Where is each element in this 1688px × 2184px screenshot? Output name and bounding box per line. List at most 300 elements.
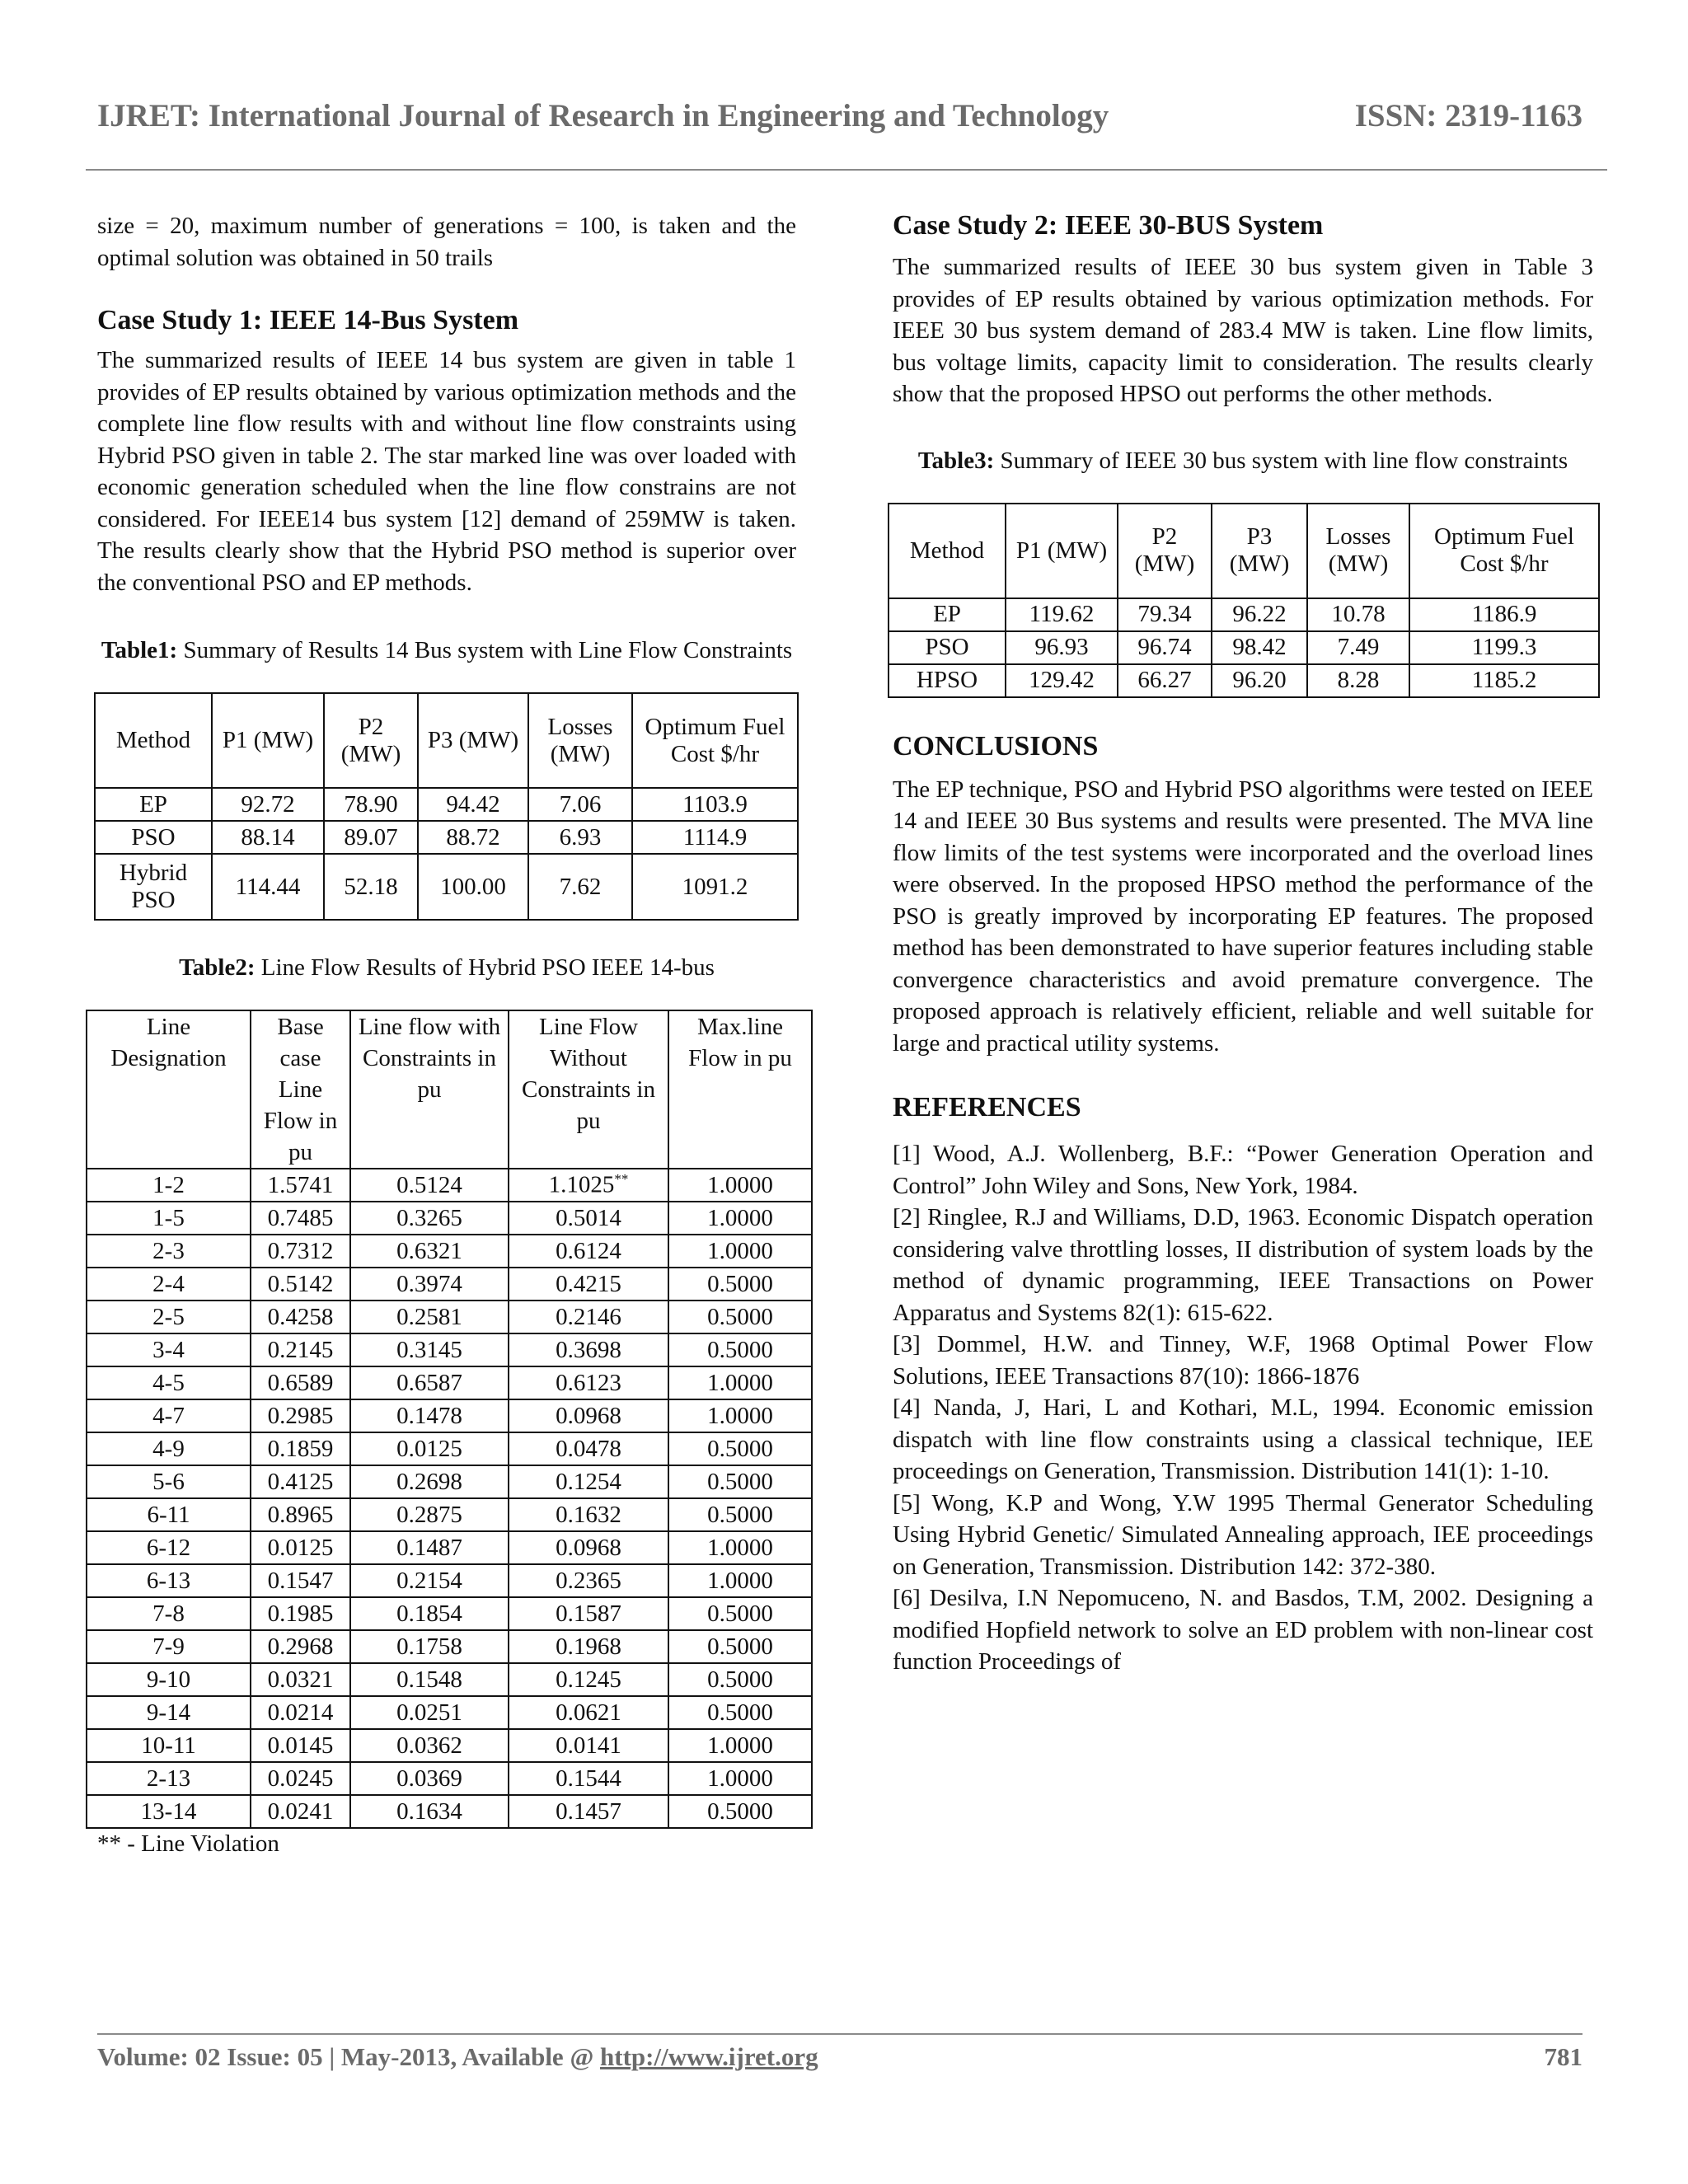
table-cell-value: 0.0362 — [396, 1732, 462, 1759]
table3-header-cell: P3 (MW) — [1212, 504, 1307, 598]
table-cell: 1185.2 — [1409, 664, 1599, 697]
table-cell — [509, 1663, 668, 1696]
table-cell-value: 0.0369 — [396, 1765, 462, 1792]
table1-header-cell: P1 (MW) — [212, 693, 324, 788]
table-cell: 8.28 — [1307, 664, 1409, 697]
table-cell — [251, 1498, 350, 1531]
table-row — [87, 1202, 812, 1235]
table-row — [87, 1366, 812, 1399]
table2-body — [87, 1169, 812, 1828]
table-cell — [251, 1696, 350, 1729]
table-cell-value: 3-4 — [152, 1336, 185, 1363]
table-cell-value: 0.6589 — [267, 1369, 334, 1396]
table-cell-value: 0.7485 — [267, 1204, 334, 1231]
conclusions-paragraph: The EP technique, PSO and Hybrid PSO algorithms were tested on IEEE 14 and IEEE 30 Bus systems and results were presented. The MVA line flow limits of the test systems were incorporated and the overload lines were observed. In the proposed HPSO method the performance of the PSO is greatly improved by incorporating EP features. The proposed method has been demonstrated to have superior features including stable convergence characteristics and avoid premature convergence. The proposed approach is relatively efficient, reliable and well suitable for large and practical utility systems. — [893, 776, 1593, 1057]
table-cell-value: 0.6587 — [396, 1369, 462, 1396]
table-row — [87, 1630, 812, 1663]
table-cell — [509, 1202, 668, 1235]
table-cell — [87, 1498, 251, 1531]
table-cell-value: 0.5000 — [707, 1633, 773, 1660]
table-cell-value: 0.0241 — [267, 1797, 334, 1825]
table-cell-value: 0.1632 — [556, 1501, 621, 1528]
table-cell — [87, 1202, 251, 1235]
table-cell — [668, 1465, 812, 1498]
table-cell-value: 0.3698 — [556, 1336, 621, 1363]
table-cell-value: 1.0000 — [707, 1204, 773, 1231]
table-cell-value: 6-11 — [147, 1501, 190, 1528]
table-cell — [668, 1564, 812, 1597]
table-cell: 96.74 — [1118, 631, 1212, 664]
issn: ISSN: 2319-1163 — [1354, 98, 1582, 134]
table-cell-value: 6-13 — [146, 1567, 191, 1594]
table-cell-value: 0.1245 — [556, 1666, 621, 1693]
table3-header-cell: Losses (MW) — [1307, 504, 1409, 598]
table-cell — [251, 1366, 350, 1399]
table-cell-value: 1-2 — [152, 1171, 185, 1198]
table1-header-cell: Method — [95, 693, 212, 788]
table-cell — [350, 1597, 509, 1630]
table-row — [87, 1333, 812, 1366]
table-cell-value: 1.0000 — [707, 1567, 773, 1594]
table-cell-value: 0.1968 — [556, 1633, 621, 1660]
table-cell — [509, 1630, 668, 1663]
table-cell — [251, 1399, 350, 1432]
table-row — [889, 598, 1599, 631]
table-cell-value: 0.3974 — [396, 1270, 462, 1297]
table-cell — [668, 1630, 812, 1663]
table-cell-value: 0.2968 — [267, 1633, 334, 1660]
table-cell — [509, 1597, 668, 1630]
table-row — [87, 1169, 812, 1202]
table-cell-value: 0.2581 — [396, 1303, 462, 1330]
table-cell — [668, 1729, 812, 1762]
footer-volume-text: Volume: 02 Issue: 05 | May-2013, Available @ — [97, 2042, 601, 2071]
table-cell — [251, 1564, 350, 1597]
table-cell-value: 0.0125 — [267, 1534, 334, 1561]
table-row — [889, 664, 1599, 697]
table-cell — [350, 1202, 509, 1235]
table-cell-value: 7-8 — [152, 1600, 185, 1627]
table-cell: EP — [95, 788, 212, 821]
table-row — [87, 1663, 812, 1696]
table-cell-value: 0.2985 — [267, 1402, 334, 1429]
table-cell-value: 13-14 — [140, 1797, 197, 1825]
table-cell-value: 0.1547 — [267, 1567, 334, 1594]
table-cell — [350, 1432, 509, 1465]
table-cell — [251, 1729, 350, 1762]
table-cell-value: 1.0000 — [707, 1732, 773, 1759]
table-cell — [509, 1301, 668, 1333]
table-cell-value: 0.2145 — [267, 1336, 334, 1363]
header-divider — [86, 169, 1607, 171]
table-cell: 52.18 — [324, 854, 418, 920]
table-cell-value: 0.1478 — [396, 1402, 462, 1429]
table3-caption-text: Summary of IEEE 30 bus system with line flow constraints — [1000, 447, 1568, 474]
table-cell — [668, 1531, 812, 1564]
intro-paragraph: size = 20, maximum number of generations = 100, is taken and the optimal solution was obtained in 50 trails — [97, 213, 796, 271]
table-cell — [509, 1399, 668, 1432]
table-cell — [668, 1202, 812, 1235]
journal-title: IJRET: International Journal of Research in Engineering and Technology — [97, 98, 1109, 134]
table-cell: PSO — [95, 821, 212, 854]
table-cell-value: 0.0478 — [556, 1435, 621, 1462]
table-cell — [87, 1729, 251, 1762]
table1-header-cell: Optimum Fuel Cost $/hr — [632, 693, 798, 788]
table-cell-value: 0.2698 — [396, 1468, 462, 1495]
table1-caption-label: Table1: — [101, 637, 178, 663]
table-cell — [87, 1169, 251, 1202]
table1-header-cell: Losses (MW) — [528, 693, 632, 788]
table2-caption — [97, 952, 796, 983]
table-cell-value: 0.5000 — [707, 1435, 773, 1462]
table-row — [87, 1531, 812, 1564]
table-cell-value: 1.0000 — [707, 1237, 773, 1264]
table-cell-value: 1.1025 — [548, 1171, 615, 1198]
table-row — [87, 1301, 812, 1333]
table1 — [94, 692, 799, 921]
table-cell-value: 0.0321 — [267, 1666, 334, 1693]
table-cell — [87, 1465, 251, 1498]
table-cell: HPSO — [889, 664, 1006, 697]
table-cell — [509, 1762, 668, 1795]
table-row — [87, 1268, 812, 1301]
table-row — [87, 1696, 812, 1729]
table-cell — [668, 1795, 812, 1828]
table-cell-value: 2-5 — [152, 1303, 185, 1330]
footer-volume — [97, 2042, 818, 2072]
table2-header-cell: Base case Line Flow in pu — [251, 1010, 350, 1169]
table-cell — [350, 1366, 509, 1399]
table-cell-value: 0.5000 — [707, 1468, 773, 1495]
table-cell — [509, 1169, 668, 1202]
reference-item: [1] Wood, A.J. Wollenberg, B.F.: “Power Generation Operation and Control” John Wiley and Sons, New York, 1984. — [893, 1141, 1593, 1199]
table2-header-cell: Max.line Flow in pu — [668, 1010, 812, 1169]
table-cell-value: 0.5000 — [707, 1270, 773, 1297]
table-cell-value: 0.1487 — [396, 1534, 462, 1561]
table-cell-value: 0.0968 — [556, 1534, 621, 1561]
table-cell — [509, 1465, 668, 1498]
table-cell — [251, 1301, 350, 1333]
right-column — [893, 210, 1593, 1678]
table-row — [87, 1762, 812, 1795]
table-cell-value: 0.1457 — [556, 1797, 621, 1825]
table-cell-value: 0.4215 — [556, 1270, 621, 1297]
table-cell-value: 0.1548 — [396, 1666, 462, 1693]
table-cell — [668, 1399, 812, 1432]
table-cell — [668, 1762, 812, 1795]
table-cell — [251, 1202, 350, 1235]
table-cell-value: 0.4258 — [267, 1303, 334, 1330]
case2-paragraph: The summarized results of IEEE 30 bus system given in Table 3 provides of EP results obtained by various optimization methods. For IEEE 30 bus system demand of 283.4 MW is taken. Line flow limits, bus voltage limits, capacity limit to consideration. The results clearly show that the proposed HPSO out performs the other methods. — [893, 254, 1593, 407]
table2-caption-text: Line Flow Results of Hybrid PSO IEEE 14-bus — [260, 954, 715, 981]
table-cell: 1114.9 — [632, 821, 798, 854]
table-cell-value: 0.0214 — [267, 1699, 334, 1726]
table-cell — [668, 1432, 812, 1465]
table-cell — [87, 1301, 251, 1333]
footer-divider — [97, 2033, 1582, 2035]
table2-header-cell: Line flow with Constraints in pu — [350, 1010, 509, 1169]
table-cell — [87, 1366, 251, 1399]
reference-item: [2] Ringlee, R.J and Williams, D.D, 1963. Economic Dispatch operation considering valve throttling losses, II distribution of system loads by the method of dynamic programming, IEEE Transactions on Power Apparatus and Systems 82(1): 615-622. — [893, 1204, 1593, 1326]
table-cell — [87, 1696, 251, 1729]
table-cell — [251, 1663, 350, 1696]
table-cell-value: 2-4 — [152, 1270, 185, 1297]
table-cell — [509, 1333, 668, 1366]
table-row — [87, 1564, 812, 1597]
table-cell — [251, 1795, 350, 1828]
table-row — [87, 1432, 812, 1465]
table3 — [888, 503, 1600, 698]
table-row — [95, 821, 798, 854]
table-cell — [668, 1696, 812, 1729]
table-cell — [509, 1268, 668, 1301]
table-cell: 1186.9 — [1409, 598, 1599, 631]
table-cell-value: 0.1854 — [396, 1600, 462, 1627]
table-cell — [251, 1169, 350, 1202]
reference-item: [3] Dommel, H.W. and Tinney, W.F, 1968 Optimal Power Flow Solutions, IEEE Transactions 87(10): 1866-1876 — [893, 1331, 1593, 1390]
table-cell-value: 0.5000 — [707, 1699, 773, 1726]
table-cell-value: 0.2154 — [396, 1567, 462, 1594]
table1-header-row — [95, 693, 798, 788]
table-cell — [350, 1696, 509, 1729]
table-cell — [350, 1663, 509, 1696]
table1-header-cell: P3 (MW) — [418, 693, 528, 788]
table-row — [95, 854, 798, 920]
table3-header-cell: Optimum Fuel Cost $/hr — [1409, 504, 1599, 598]
table2-header-row — [87, 1010, 812, 1169]
table-cell — [87, 1795, 251, 1828]
table-cell — [350, 1630, 509, 1663]
table-cell: 94.42 — [418, 788, 528, 821]
table-cell: 96.93 — [1006, 631, 1118, 664]
table-cell-value: 0.6124 — [556, 1237, 621, 1264]
table-cell — [350, 1235, 509, 1268]
table-cell-value: 1.0000 — [707, 1765, 773, 1792]
table-cell: 129.42 — [1006, 664, 1118, 697]
table-cell-value: 0.1544 — [556, 1765, 621, 1792]
table1-header-cell: P2 (MW) — [324, 693, 418, 788]
references-list — [893, 1138, 1593, 1678]
table-cell — [350, 1301, 509, 1333]
table-cell-value: 4-9 — [152, 1435, 185, 1462]
table-cell — [668, 1169, 812, 1202]
table-cell-value: 6-12 — [146, 1534, 191, 1561]
table-cell-value: 10-11 — [141, 1732, 196, 1759]
table-cell-value: 0.1254 — [556, 1468, 621, 1495]
table-cell: 1103.9 — [632, 788, 798, 821]
table-cell: 92.72 — [212, 788, 324, 821]
table-row — [87, 1465, 812, 1498]
table-cell — [251, 1432, 350, 1465]
table-cell — [509, 1795, 668, 1828]
table-cell-value: 0.2146 — [556, 1303, 621, 1330]
table-cell — [350, 1564, 509, 1597]
table-row — [87, 1597, 812, 1630]
table-cell-value: 0.2875 — [396, 1501, 462, 1528]
table1-caption-text: Summary of Results 14 Bus system with Line Flow Constraints — [183, 637, 793, 663]
table-cell: 78.90 — [324, 788, 418, 821]
table3-caption — [893, 445, 1593, 476]
table2-caption-label: Table2: — [179, 954, 256, 981]
case1-paragraph: The summarized results of IEEE 14 bus system are given in table 1 provides of EP results obtained by various optimization methods and the complete line flow results with and without line flow constraints using Hybrid PSO given in table 2. The star marked line was over loaded with economic generation scheduled when the line flow constrains are not considered. For IEEE14 bus system [12] demand of 259MW is taken. The results clearly show that the Hybrid PSO method is superior over the conventional PSO and EP methods. — [97, 347, 796, 596]
table-cell — [509, 1696, 668, 1729]
table-row — [87, 1795, 812, 1828]
table2-header-cell: Line Flow Without Constraints in pu — [509, 1010, 668, 1169]
table-cell — [509, 1366, 668, 1399]
table-cell — [350, 1465, 509, 1498]
table-cell: 88.14 — [212, 821, 324, 854]
table-cell — [350, 1333, 509, 1366]
table-cell — [668, 1663, 812, 1696]
table-cell-value: 0.0141 — [556, 1732, 621, 1759]
reference-item: [6] Desilva, I.N Nepomuceno, N. and Basdos, T.M, 2002. Designing a modified Hopfield network to solve an ED problem with non-linear cost function Proceedings of — [893, 1585, 1593, 1675]
table-cell — [668, 1333, 812, 1366]
case1-heading: Case Study 1: IEEE 14-Bus System — [97, 305, 519, 335]
table-cell-value: 1.0000 — [707, 1402, 773, 1429]
table-cell: 88.72 — [418, 821, 528, 854]
table-cell-value: 0.5000 — [707, 1797, 773, 1825]
table-cell-value: 1.0000 — [707, 1369, 773, 1396]
table-cell: 79.34 — [1118, 598, 1212, 631]
table-cell — [350, 1399, 509, 1432]
table-cell — [668, 1498, 812, 1531]
line-violation-mark: ** — [614, 1171, 629, 1188]
table-cell — [251, 1268, 350, 1301]
table-cell-value: 0.1634 — [396, 1797, 462, 1825]
table-cell — [350, 1729, 509, 1762]
table-cell: 114.44 — [212, 854, 324, 920]
table-cell: EP — [889, 598, 1006, 631]
table-cell — [668, 1366, 812, 1399]
case2-heading: Case Study 2: IEEE 30-BUS System — [893, 210, 1324, 241]
left-column — [97, 210, 796, 1858]
table-cell: 66.27 — [1118, 664, 1212, 697]
table-cell — [350, 1795, 509, 1828]
table-cell-value: 4-7 — [152, 1402, 185, 1429]
table-cell-value: 0.0968 — [556, 1402, 621, 1429]
table-cell-value: 0.4125 — [267, 1468, 334, 1495]
table-cell-value: 0.5000 — [707, 1501, 773, 1528]
table-cell — [251, 1531, 350, 1564]
table-cell — [251, 1235, 350, 1268]
reference-item: [5] Wong, K.P and Wong, Y.W 1995 Thermal Generator Scheduling Using Hybrid Genetic/ Simulated Annealing approach, IEE proceedings on Generation, Transmission. Distribution 142: 372-380. — [893, 1489, 1593, 1580]
references-heading: REFERENCES — [893, 1092, 1081, 1122]
table-cell: 96.20 — [1212, 664, 1307, 697]
table-cell — [350, 1169, 509, 1202]
table-row — [87, 1235, 812, 1268]
table2-header-cell: Line Designation — [87, 1010, 251, 1169]
table-cell-value: 0.0251 — [396, 1699, 462, 1726]
table-cell-value: 0.0125 — [396, 1435, 462, 1462]
table-cell-value: 2-3 — [152, 1237, 185, 1264]
table-cell — [251, 1333, 350, 1366]
table-cell: 119.62 — [1006, 598, 1118, 631]
table-cell-value: 0.5142 — [267, 1270, 334, 1297]
table-cell-value: 0.8965 — [267, 1501, 334, 1528]
table-cell: 1091.2 — [632, 854, 798, 920]
table-cell — [668, 1268, 812, 1301]
table-cell — [668, 1235, 812, 1268]
table-cell — [87, 1564, 251, 1597]
table-cell: 7.62 — [528, 854, 632, 920]
table-cell — [509, 1432, 668, 1465]
table-row — [87, 1399, 812, 1432]
table-cell — [350, 1268, 509, 1301]
table-cell-value: 0.3145 — [396, 1336, 462, 1363]
conclusions-heading: CONCLUSIONS — [893, 730, 1099, 762]
table3-caption-label: Table3: — [917, 447, 995, 474]
table-cell-value: 0.5014 — [556, 1204, 621, 1231]
table-cell: 96.22 — [1212, 598, 1307, 631]
table3-header-row — [889, 504, 1599, 598]
table-cell-value: 0.5124 — [396, 1171, 462, 1198]
table-cell — [251, 1597, 350, 1630]
table3-header-cell: Method — [889, 504, 1006, 598]
table-cell: Hybrid PSO — [95, 854, 212, 920]
table-cell-value: 5-6 — [152, 1468, 185, 1495]
table-cell-value: 1-5 — [152, 1204, 185, 1231]
table-cell-value: 9-10 — [146, 1666, 191, 1693]
table-cell-value: 9-14 — [146, 1699, 191, 1726]
table-cell-value: 0.5000 — [707, 1600, 773, 1627]
table2 — [86, 1010, 813, 1829]
table-cell-value: 0.5000 — [707, 1303, 773, 1330]
table-cell-value: 0.1985 — [267, 1600, 334, 1627]
table-cell-value: 0.1859 — [267, 1435, 334, 1462]
table-cell-value: 1.5741 — [267, 1171, 334, 1198]
table-cell — [350, 1498, 509, 1531]
table-cell — [87, 1399, 251, 1432]
table-cell-value: 0.3265 — [396, 1204, 462, 1231]
journal-link[interactable]: http://www.ijret.org — [600, 2042, 818, 2071]
table-cell — [87, 1762, 251, 1795]
table-cell: 7.49 — [1307, 631, 1409, 664]
table1-caption — [97, 635, 796, 666]
table-cell — [350, 1762, 509, 1795]
table-cell-value: 0.1758 — [396, 1633, 462, 1660]
table-cell — [87, 1235, 251, 1268]
table-cell — [350, 1531, 509, 1564]
table-row — [95, 788, 798, 821]
table-cell — [251, 1630, 350, 1663]
table-cell — [87, 1630, 251, 1663]
table-cell-value: 0.0621 — [556, 1699, 621, 1726]
table-cell — [668, 1597, 812, 1630]
table-cell — [251, 1465, 350, 1498]
table-cell-value: 0.7312 — [267, 1237, 334, 1264]
table-cell-value: 1.0000 — [707, 1171, 773, 1198]
table-cell — [87, 1597, 251, 1630]
table-cell — [87, 1432, 251, 1465]
table-cell-value: 1.0000 — [707, 1534, 773, 1561]
table-cell-value: 0.5000 — [707, 1666, 773, 1693]
table-cell — [509, 1531, 668, 1564]
table-cell — [668, 1301, 812, 1333]
table-cell-value: 7-9 — [152, 1633, 185, 1660]
table-cell — [251, 1762, 350, 1795]
table-cell-value: 4-5 — [152, 1369, 185, 1396]
table-cell-value: 0.6123 — [556, 1369, 621, 1396]
table-cell: 7.06 — [528, 788, 632, 821]
table-cell-value: 0.1587 — [556, 1600, 621, 1627]
table-row — [87, 1498, 812, 1531]
table-row — [87, 1729, 812, 1762]
table-cell — [509, 1564, 668, 1597]
table-cell — [509, 1235, 668, 1268]
reference-item: [4] Nanda, J, Hari, L and Kothari, M.L, 1994. Economic emission dispatch with line flow constraints using a classical technique, IEE proceedings on Generation, Transmission. Distribution 141(1): 1-10. — [893, 1394, 1593, 1484]
table-cell-value: 0.0145 — [267, 1732, 334, 1759]
table-cell-value: 0.2365 — [556, 1567, 621, 1594]
